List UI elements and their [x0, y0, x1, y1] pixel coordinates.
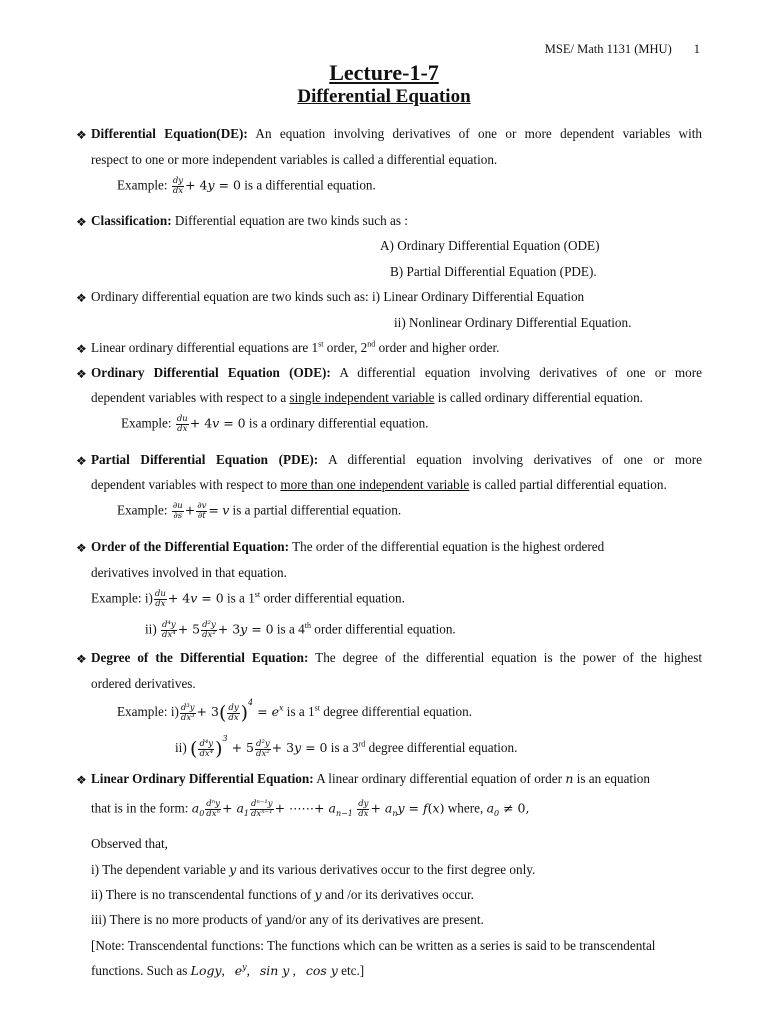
equation-fraction: $\frac{\text{dⁿ⁻¹y}}{\text{dxⁿ⁻¹}}$ [250, 799, 273, 819]
example-label: Example: i) [91, 590, 153, 606]
linear-ode-form: that is in the form: $a_0$ $\frac{\text{dⁿy}}{\text{dxⁿ}}$ + $a_1$ $\frac{\text{dⁿ⁻¹y}}{\text{dxⁿ⁻¹}}$ + ⋯⋯+ $a_{n-1}$ $\frac{dy}{dx}$ + $a_ny = f(x)$ where, $a_0 \ne 0$, [91, 799, 530, 819]
classification-term: Classification: [91, 213, 172, 228]
obs3-post: and/or any of its derivatives are present. [272, 912, 484, 927]
order-example-2: ii) $\frac{\text{d⁴y}}{\text{dx⁴}}$ + 5 $\frac{\text{d²y}}{\text{dx²}}$ + 3y = 0 is a 4th order differential equation. [145, 620, 456, 640]
pde-def-pre: dependent variables with respect to [91, 477, 278, 492]
observation-2: ii) There is no transcendental functions of y and /or its derivatives occur. [91, 887, 474, 902]
degree-ex2-post: degree differential equation. [368, 740, 518, 756]
equation-fraction: $\frac{dy}{dx}$ [358, 799, 369, 819]
ode-definition-line2 [91, 390, 643, 406]
bullet-diamond-icon: ❖ [76, 652, 87, 666]
bullet-diamond-icon: ❖ [76, 128, 87, 142]
order-ex1-pre: is a 1 [226, 590, 255, 606]
note-line2: functions. Such as Logy, $e^y$, sin y , cos y etc.] [91, 962, 365, 978]
de-definition-line2: respect to one or more independent variables is called a differential equation. [91, 152, 498, 167]
classification-ode: A) Ordinary Differential Equation (ODE) [380, 238, 600, 253]
ode-kinds-line2: ii) Nonlinear Ordinary Differential Equation. [394, 315, 632, 330]
degree-def-text: The degree of the differential equation is the power of the highest [315, 650, 702, 665]
example-label: Example: i) [117, 704, 179, 720]
linear-orders-prefix: Linear ordinary differential equations are 1 [91, 340, 319, 355]
ode-def-pre: dependent variables with respect to a [91, 390, 287, 405]
lecture-title: Lecture-1-7 [329, 60, 439, 85]
linear-ode-definition-line1: Linear Ordinary Differential Equation: A linear ordinary differential equation of order n is an equation [91, 771, 650, 786]
example-label: Example: [117, 177, 168, 193]
ode-kinds-line1: Ordinary differential equation are two kinds such as: i) Linear Ordinary Differential Equation [91, 289, 585, 304]
pde-def-text: A differential equation involving derivatives of one or more [328, 452, 702, 467]
classification-line [91, 213, 408, 229]
pde-def-post: is called partial differential equation. [472, 477, 667, 492]
equation-fraction: $\frac{\text{d³y}}{\text{dx³}}$ [180, 702, 195, 723]
linear-ode-term: Linear Ordinary Differential Equation: [91, 771, 314, 786]
ode-def-text: A differential equation involving derivatives of one or more [339, 365, 702, 380]
form-pre: that is in the form: [91, 800, 189, 816]
obs3-pre: iii) There is no more products of [91, 912, 263, 927]
equation-fraction: $\frac{\partial v}{\partial t}$ [197, 501, 207, 521]
obs2-pre: ii) There is no transcendental functions of [91, 887, 312, 902]
de-def-text: An equation involving derivatives of one or more dependent variables with [255, 126, 702, 141]
note-pre: functions. Such as [91, 963, 188, 978]
sup-nd: nd [367, 339, 376, 349]
ode-definition-line1 [91, 365, 702, 381]
degree-example-1: Example: i) $\frac{\text{d³y}}{\text{dx³}}$ + 3( $\frac{dy}{dx}$ )$^4 = e^x$ is a 1st degree differential equation. [117, 697, 473, 724]
bullet-diamond-icon: ❖ [76, 454, 87, 468]
order-definition-line1 [91, 539, 604, 555]
example-label: ii) [145, 621, 157, 637]
classification-text: Differential equation are two kinds such as : [174, 213, 408, 228]
example-label: ii) [175, 740, 187, 756]
equation-fraction: $\frac{du}{dx}$ [154, 589, 166, 609]
obs2-post: and /or its derivatives occur. [324, 887, 474, 902]
example-label: Example: [121, 415, 172, 431]
degree-example-2: ii) ( $\frac{\text{d⁴y}}{\text{dx⁴}}$ )$^3$ + 5 $\frac{\text{d²y}}{\text{dx²}}$ + 3y = 0 is a 3rd degree differential equation. [175, 733, 518, 760]
sup-st: st [314, 703, 320, 713]
example-tail: is a partial differential equation. [232, 502, 402, 518]
equation-fraction: $\frac{\text{d⁴y}}{\text{dx⁴}}$ [162, 620, 176, 640]
ode-def-underlined: single independent variable [289, 390, 435, 405]
sup-th: th [304, 621, 311, 631]
degree-definition-line2: ordered derivatives. [91, 676, 196, 691]
linear-orders-line [91, 340, 499, 356]
obs1-pre: i) The dependent variable [91, 862, 226, 877]
order-ex2-pre: is a 4 [276, 621, 305, 637]
degree-ex1-pre: is a 1 [286, 704, 315, 720]
linear-orders-tail: order and higher order. [378, 340, 500, 355]
bullet-diamond-icon: ❖ [76, 291, 87, 305]
degree-ex2-pre: is a 3 [330, 740, 359, 756]
example-tail: is a differential equation. [244, 177, 376, 193]
pde-definition-line1 [91, 452, 702, 468]
example-label: Example: [117, 502, 168, 518]
example-tail: is a ordinary differential equation. [248, 415, 429, 431]
order-ex1-post: order differential equation. [263, 590, 405, 606]
sup-st: st [318, 339, 324, 349]
pde-definition-line2 [91, 477, 667, 493]
note-post: etc.] [341, 963, 365, 978]
lecture-subtitle: Differential Equation [297, 86, 471, 107]
order-term: Order of the Differential Equation: [91, 539, 290, 554]
ode-def-post: is called ordinary differential equation. [437, 390, 643, 405]
degree-term: Degree of the Differential Equation: [91, 650, 309, 665]
de-term: Differential Equation(DE): [91, 126, 248, 141]
bullet-diamond-icon: ❖ [76, 773, 87, 787]
observed-heading: Observed that, [91, 836, 168, 851]
degree-ex1-post: degree differential equation. [323, 704, 473, 720]
equation-fraction: $\frac{\text{d²y}}{\text{dx²}}$ [256, 738, 270, 759]
equation-fraction: $\frac{dy}{dx}$ [228, 702, 239, 723]
linear-orders-mid: order, 2 [326, 340, 368, 355]
pde-term: Partial Differential Equation (PDE): [91, 452, 319, 467]
linear-ode-def-tail: is an equation [576, 771, 650, 786]
sup-rd: rd [358, 739, 366, 749]
order-def-text: The order of the differential equation is the highest ordered [292, 539, 605, 554]
equation-fraction: $\frac{\text{d²y}}{\text{dx²}}$ [202, 620, 216, 640]
sup-st: st [254, 590, 261, 600]
form-tail: where, [447, 800, 484, 816]
classification-pde: B) Partial Differential Equation (PDE). [390, 264, 597, 279]
de-definition-line1 [91, 126, 702, 142]
obs1-post: and its various derivatives occur to the first degree only. [239, 862, 536, 877]
bullet-diamond-icon: ❖ [76, 367, 87, 381]
degree-definition-line1 [91, 650, 702, 666]
note-line1: [Note: Transcendental functions: The functions which can be written as a series is said to be transcendental [91, 938, 656, 953]
equation-fraction: $\frac{dy}{dx}$ [172, 176, 184, 196]
equation-fraction: $\frac{\text{d⁴y}}{\text{dx⁴}}$ [199, 738, 214, 759]
bullet-diamond-icon: ❖ [76, 215, 87, 229]
observation-3: iii) There is no more products of yand/or any of its derivatives are present. [91, 912, 484, 927]
observation-1: i) The dependent variable y and its various derivatives occur to the first degree only. [91, 862, 536, 877]
ode-term: Ordinary Differential Equation (ODE): [91, 365, 331, 380]
equation-fraction: $\frac{du}{dx}$ [176, 414, 188, 434]
bullet-diamond-icon: ❖ [76, 541, 87, 555]
running-header [545, 42, 700, 57]
equation-fraction: $\frac{\partial u}{\partial s}$ [172, 501, 183, 521]
pde-example: Example: $\frac{\partial u}{\partial s}$ + $\frac{\partial v}{\partial t}$ = v is a partial differential equation. [117, 501, 402, 521]
de-example: Example: $\frac{dy}{dx}$ + 4y = 0 is a differential equation. [117, 176, 376, 196]
ode-example: Example: $\frac{du}{dx}$ + 4v = 0 is a ordinary differential equation. [121, 414, 429, 434]
order-definition-line2: derivatives involved in that equation. [91, 565, 287, 580]
linear-ode-def-text: A linear ordinary differential equation of order [316, 771, 563, 786]
equation-fraction: $\frac{\text{dⁿy}}{\text{dxⁿ}}$ [206, 799, 220, 819]
order-example-1: Example: i) $\frac{du}{dx}$ + 4v = 0 is a 1st order differential equation. [91, 589, 405, 609]
bullet-diamond-icon: ❖ [76, 342, 87, 356]
order-ex2-post: order differential equation. [314, 621, 456, 637]
pde-def-underlined: more than one independent variable [280, 477, 470, 492]
course-code: MSE/ Math 1131 (MHU) [544, 42, 672, 56]
page-number: 1 [693, 42, 700, 56]
